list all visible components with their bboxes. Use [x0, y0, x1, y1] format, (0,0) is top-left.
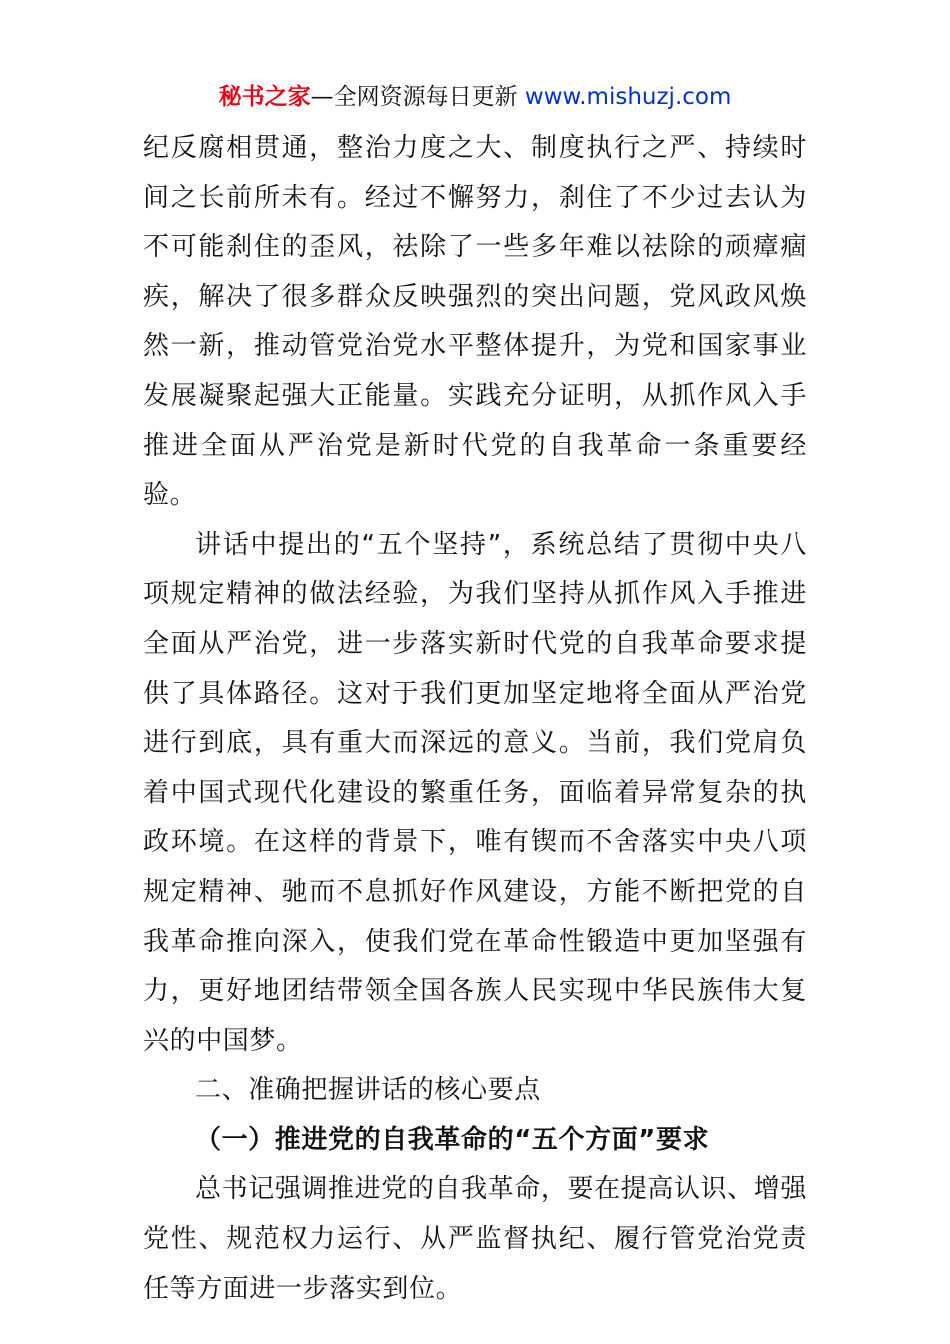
paragraph-continued: 纪反腐相贯通，整治力度之大、制度执行之严、持续时间之长前所未有。经过不懈努力，刹住了不少过去认为不可能刹住的歪风，祛除了一些多年难以祛除的顽瘴痼疾，解决了很多群众反映强烈的突出问题，党风政风焕然一新，推动管党治党水平整体提升，为党和国家事业发展凝聚起强大正能量。实践充分证明，从抓作风入手推进全面从严治党是新时代党的自我革命一条重要经验。	[143, 133, 807, 511]
paragraph-requirements: 总书记强调推进党的自我革命，要在提高认识、增强党性、规范权力运行、从严监督执纪、履行管党治党责任等方面进一步落实到位。	[143, 1174, 807, 1304]
paragraph-five-persistences: 讲话中提出的“五个坚持”，系统总结了贯彻中央八项规定精神的做法经验，为我们坚持从抓作风入手推进全面从严治党，进一步落实新时代党的自我革命要求提供了具体路径。这对于我们更加坚定地将全面从严治党进行到底，具有重大而深远的意义。当前，我们党肩负着中国式现代化建设的繁重任务，面临着异常复杂的执政环境。在这样的背景下，唯有锲而不舍落实中央八项规定精神、驰而不息抓好作风建设，方能不断把党的自我革命推向深入，使我们党在革命性锻造中更加坚强有力，更好地团结带领全国各族人民实现中华民族伟大复兴的中国梦。	[143, 529, 807, 1056]
subsection-heading: （一）推进党的自我革命的“五个方面”要求	[195, 1124, 710, 1155]
document-body	[143, 124, 807, 1314]
site-url-link[interactable]: www.mishuzj.com	[524, 84, 732, 110]
site-header	[0, 80, 950, 114]
site-brand: 秘书之家	[218, 84, 311, 110]
site-tagline: —全网资源每日更新	[310, 84, 518, 110]
section-heading: 二、准确把握讲话的核心要点	[195, 1075, 541, 1106]
